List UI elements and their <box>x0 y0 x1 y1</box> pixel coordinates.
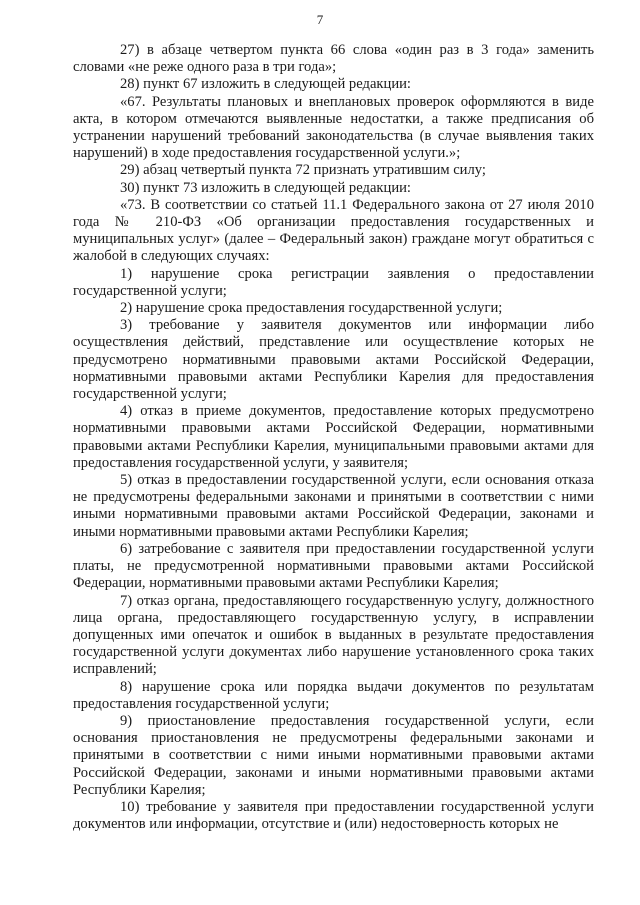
list-item-5: 5) отказ в предоставлении государственной услуги, если основания отказа не предусмотрены федеральными законами и принятыми в соответствии с ними иными нормативными правовыми актами Российской Федерации, законами и иными нормативными правовыми актами Республики Карелия; <box>73 472 594 540</box>
page-number: 7 <box>316 12 324 27</box>
paragraph-item-29: 29) абзац четвертый пункта 72 признать утратившим силу; <box>120 162 486 179</box>
list-item-4: 4) отказ в приеме документов, предоставление которых предусмотрено нормативными правовыми актами Российской Федерации, нормативными правовыми актами Республики Карелия, муниципальными правовыми актами для предоставления государственной услуги, у заявителя; <box>73 403 594 471</box>
document-body <box>73 42 594 833</box>
list-item-8: 8) нарушение срока или порядка выдачи документов по результатам предоставления государственной услуги; <box>73 678 594 712</box>
paragraph-point-67-text: «67. Результаты плановых и внеплановых проверок оформляются в виде акта, в котором отмечаются выявленные недостатки, а также предписания об устранении нарушений требований законодательства (в случае выявления таких нарушений) в ходе предоставления государственной услуги.»; <box>73 93 594 162</box>
list-item-1: 1) нарушение срока регистрации заявления о предоставлении государственной услуги; <box>73 265 594 299</box>
list-item-10: 10) требование у заявителя при предоставлении государственной услуги документов или информации, отсутствие и (или) недостоверность которых не <box>73 798 594 833</box>
list-item-3: 3) требование у заявителя документов или информации либо осуществления действий, представление или осуществление которых не предусмотрено нормативными правовыми актами Российской Федерации, нормативными правовыми актами Республики Карелия для предоставления государственной услуги; <box>73 317 594 403</box>
list-item-6: 6) затребование с заявителя при предоставлении государственной услуги платы, не предусмотренной нормативными правовыми актами Российской Федерации, нормативными правовыми актами Республики Карелия; <box>73 540 594 592</box>
list-item-2: 2) нарушение срока предоставления государственной услуги; <box>120 300 503 317</box>
list-item-9: 9) приостановление предоставления государственной услуги, если основания приостановления не предусмотрены федеральными законами и принятыми в соответствии с ними иными нормативными правовыми актами Российской Федерации, законами и иными нормативными правовыми актами Республики Карелия; <box>73 712 594 798</box>
paragraph-item-30: 30) пункт 73 изложить в следующей редакции: <box>120 179 411 196</box>
paragraph-item-28: 28) пункт 67 изложить в следующей редакции: <box>120 76 411 93</box>
list-item-7: 7) отказ органа, предоставляющего государственную услугу, должностного лица органа, предоставляющего государственную услугу, в исправлении допущенных ими опечаток и ошибок в выданных в результате предоставления государственной услуги документах либо нарушение установленного срока таких исправлений; <box>73 592 594 678</box>
paragraph-item-27: 27) в абзаце четвертом пункта 66 слова «один раз в 3 года» заменить словами «не реже одного раза в три года»; <box>73 42 594 76</box>
paragraph-point-73-text: «73. В соответствии со статьей 11.1 Федерального закона от 27 июля 2010 года № 210-ФЗ «Об организации предоставления государственных и муниципальных услуг» (далее – Федеральный закон) граждане могут обратиться с жалобой в следующих случаях: <box>73 196 594 265</box>
